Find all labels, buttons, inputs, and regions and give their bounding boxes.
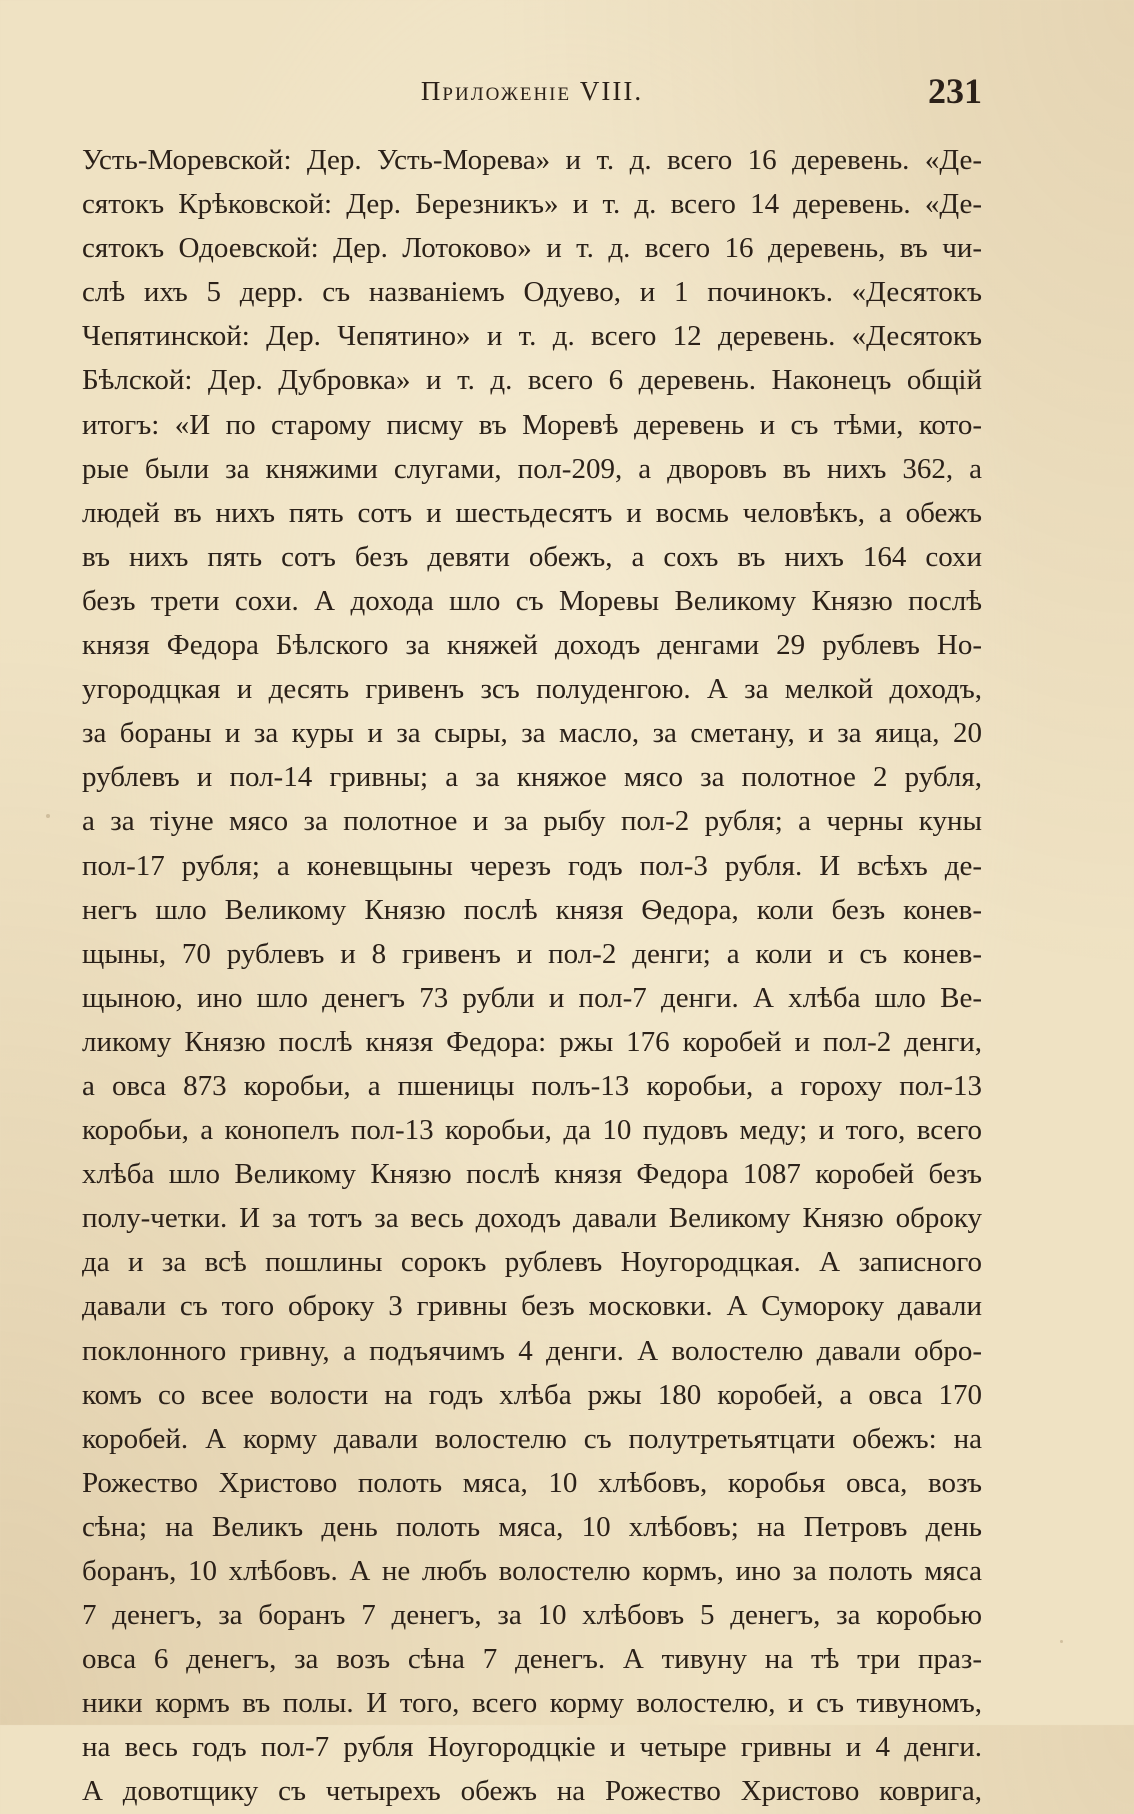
text-line: ликому Князю послѣ князя Федора: ржы 176 коробей и пол-2 денги, xyxy=(82,1025,982,1058)
text-line: щыны, 70 рублевъ и 8 гривенъ и пол-2 денги; а коли и съ конев- xyxy=(82,937,982,970)
text-line: сѣна; на Великъ день полоть мяса, 10 хлѣбовъ; на Петровъ день xyxy=(82,1510,982,1543)
text-line: а за тіуне мясо за полотное и за рыбу пол-2 рубля; а черны куны xyxy=(82,805,982,838)
text-line: негъ шло Великому Князю послѣ князя Ѳедора, коли безъ конев- xyxy=(82,893,982,926)
text-line: Бѣлской: Дер. Дубровка» и т. д. всего 6 деревень. Наконецъ общій xyxy=(82,364,982,397)
text-line: комъ со всее волости на годъ хлѣба ржы 180 коробей, а овса 170 xyxy=(82,1378,982,1411)
text-line: А довотщику съ четырехъ обежъ на Рожество Христово коврига, xyxy=(82,1775,982,1808)
text-line: хлѣба шло Великому Князю послѣ князя Федора 1087 коробей безъ xyxy=(82,1158,982,1191)
text-line: сятокъ Крѣковской: Дер. Березникъ» и т. д. всего 14 деревень. «Де- xyxy=(82,188,982,221)
text-line: пол-17 рубля; а коневщыны черезъ годъ пол-3 рубля. И всѣхъ де- xyxy=(82,849,982,882)
text-line: въ нихъ пять сотъ безъ девяти обежъ, а сохъ въ нихъ 164 сохи xyxy=(82,540,982,573)
text-line: щыною, ино шло денегъ 73 рубли и пол-7 денги. А хлѣба шло Ве- xyxy=(82,981,982,1014)
text-line: рые были за княжими слугами, пол-209, а дворовъ въ нихъ 362, а xyxy=(82,452,982,485)
text-line: ники кормъ въ полы. И того, всего корму волостелю, и съ тивуномъ, xyxy=(82,1687,982,1720)
text-line: за бораны и за куры и за сыры, за масло, за сметану, и за яица, 20 xyxy=(82,717,982,750)
text-line: сятокъ Одоевской: Дер. Лотоково» и т. д. всего 16 деревень, въ чи- xyxy=(82,232,982,265)
paper-speck xyxy=(46,814,50,818)
text-line: поклонного гривну, а подъячимъ 4 денги. А волостелю давали обро- xyxy=(82,1334,982,1367)
text-line: Рожество Христово полоть мяса, 10 хлѣбовъ, коробья овса, возъ xyxy=(82,1466,982,1499)
text-line: Усть-Моревской: Дер. Усть-Морева» и т. д. всего 16 деревень. «Де- xyxy=(82,144,982,176)
text-line: Чепятинской: Дер. Чепятино» и т. д. всего 12 деревень. «Десятокъ xyxy=(82,320,982,353)
text-line: а овса 873 коробьи, а пшеницы полъ-13 коробьи, а гороху пол-13 xyxy=(82,1069,982,1102)
text-line: давали съ того оброку 3 гривны безъ московки. А Сумороку давали xyxy=(82,1290,982,1323)
body-text xyxy=(82,138,982,1814)
text-line: боранъ, 10 хлѣбовъ. А не любъ волостелю кормъ, ино за полоть мяса xyxy=(82,1555,982,1587)
text-line: полу-четки. И за тотъ за весь доходъ давали Великому Князю оброку xyxy=(82,1202,982,1235)
text-line: на весь годъ пол-7 рубля Ноугородцкіе и четыре гривны и 4 денги. xyxy=(82,1731,982,1764)
page-number: 231 xyxy=(928,71,982,111)
text-line: 7 денегъ, за боранъ 7 денегъ, за 10 хлѣбовъ 5 денегъ, за коробью xyxy=(82,1599,982,1632)
text-line: итогъ: «И по старому писму въ Моревѣ деревень и съ тѣми, кото- xyxy=(82,408,982,441)
running-title: Приложеніе VIII. xyxy=(420,76,644,106)
paper-speck xyxy=(1060,1640,1063,1643)
running-head xyxy=(82,71,982,116)
text-line: безъ трети сохи. А дохода шло съ Моревы Великому Князю послѣ xyxy=(82,584,982,617)
text-line: князя Федора Бѣлского за княжей доходъ денгами 29 рублевъ Но- xyxy=(82,629,982,662)
text-line: слѣ ихъ 5 дерр. съ названіемъ Одуево, и 1 починокъ. «Десятокъ xyxy=(82,276,982,309)
text-line: рублевъ и пол-14 гривны; а за княжое мясо за полотное 2 рубля, xyxy=(82,761,982,794)
text-line: коробьи, а конопелъ пол-13 коробьи, да 10 пудовъ меду; и того, всего xyxy=(82,1114,982,1147)
text-line: угородцкая и десять гривенъ зсъ полуденгою. А за мелкой доходъ, xyxy=(82,673,982,706)
text-line: да и за всѣ пошлины сорокъ рублевъ Ноугородцкая. А записного xyxy=(82,1246,982,1279)
text-line: коробей. А корму давали волостелю съ полутретьятцати обежъ: на xyxy=(82,1422,982,1455)
text-line: овса 6 денегъ, за возъ сѣна 7 денегъ. А тивуну на тѣ три праз- xyxy=(82,1643,982,1676)
text-line: людей въ нихъ пять сотъ и шестьдесятъ и восмь человѣкъ, а обежъ xyxy=(82,496,982,529)
